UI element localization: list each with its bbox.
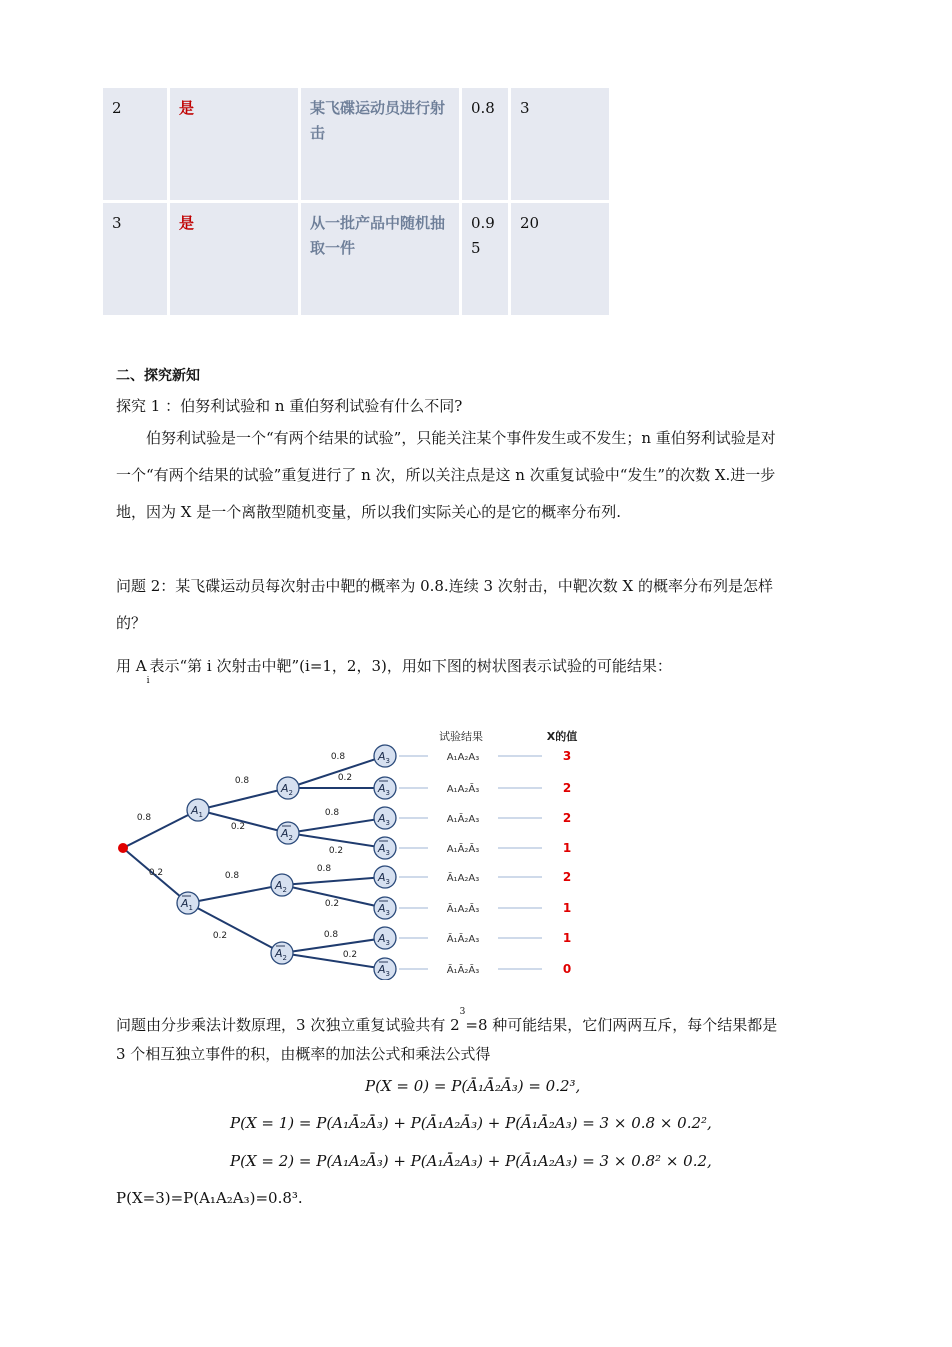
question2-text-a: 用 A	[116, 657, 147, 675]
table-cell-prob: 0.8	[462, 88, 508, 200]
tree-x-value: 2	[562, 781, 572, 795]
tree-outcome: A₁A₂Ā₃	[446, 784, 480, 795]
conclusion-line: 3 个相互独立事件的积，由概率的加法公式和乘法公式得	[116, 1045, 491, 1063]
tree-node-label: $A_3$	[378, 902, 390, 917]
tree-edge-label: 0.2	[324, 899, 340, 909]
tree-x-value: 3	[562, 749, 572, 763]
tree-outcome: A₁Ā₂Ā₃	[446, 844, 480, 855]
tree-edge-label: 0.8	[136, 813, 152, 823]
tree-node-label: $A_3$	[378, 932, 390, 947]
tree-edge-label: 0.2	[328, 846, 344, 856]
tree-edge-label: 0.2	[230, 822, 246, 832]
question2-line: 问题 2：某飞碟运动员每次射击中靶的概率为 0.8.连续 3 次射击，中靶次数 X 的概率分布列是怎样	[116, 577, 774, 595]
tree-edge-label: 0.8	[316, 864, 332, 874]
tree-edge	[282, 953, 385, 969]
tree-x-value: 0	[562, 962, 572, 976]
tree-outcome: Ā₁Ā₂A₃	[446, 934, 480, 945]
tree-x-value: 1	[562, 931, 572, 945]
question2-line	[116, 656, 672, 686]
tree-edge	[282, 877, 385, 885]
tree-edge-label: 0.2	[212, 931, 228, 941]
tree-edge	[288, 818, 385, 833]
tree-edge-label: 0.8	[323, 930, 339, 940]
tree-edge	[198, 788, 288, 810]
tree-node-label: $A_3$	[378, 842, 390, 857]
explore1-paragraph-line: 一个“有两个结果的试验”重复进行了 n 次，所以关注点是这 n 次重复试验中“发生”的次数 X.进一步	[116, 466, 776, 484]
tree-node-label: $A_2$	[275, 947, 287, 962]
tree-node-label: $A_1$	[191, 804, 203, 819]
table-cell-count: 3	[511, 88, 609, 200]
tree-node-label: $A_3$	[378, 812, 390, 827]
tree-header-x: X的值	[546, 730, 578, 743]
conclusion-line	[116, 1007, 778, 1035]
table-cell-prob: 0.95	[462, 203, 508, 315]
tree-x-value: 2	[562, 811, 572, 825]
tree-edge-label: 0.8	[224, 871, 240, 881]
formula-x0: P(X = 0) = P(Ā₁Ā₂Ā₃) = 0.2³,	[365, 1077, 581, 1095]
tree-edge	[188, 885, 282, 903]
table-cell-no: 2	[103, 88, 167, 200]
tree-edge-label: 0.2	[342, 950, 358, 960]
tree-edge-label: 0.2	[148, 868, 164, 878]
tree-diagram	[110, 725, 610, 980]
question2-line: 的？	[116, 614, 147, 632]
section-title: 二、探究新知	[116, 368, 200, 384]
tree-node-label: $A_3$	[378, 750, 390, 765]
tree-x-value: 1	[562, 901, 572, 915]
table-cell-no: 3	[103, 203, 167, 315]
tree-outcome: Ā₁Ā₂Ā₃	[446, 965, 480, 976]
tree-outcome: Ā₁A₂Ā₃	[446, 904, 480, 915]
tree-node-label: $A_2$	[281, 782, 293, 797]
tree-node-label: $A_1$	[181, 897, 193, 912]
formula-x1: P(X = 1) = P(A₁Ā₂Ā₃) + P(Ā₁A₂Ā₃) + P(Ā₁Ā₂A₃) = 3 × 0.8 × 0.2²,	[230, 1114, 712, 1132]
tree-x-value: 1	[562, 841, 572, 855]
tree-edge-label: 0.2	[337, 773, 353, 783]
explore1-question: 探究 1 ：伯努利试验和 n 重伯努利试验有什么不同?	[116, 397, 463, 415]
tree-edge	[188, 903, 282, 953]
tree-node-label: $A_3$	[378, 963, 390, 978]
question2-subscript: i	[146, 676, 150, 686]
tree-x-value: 2	[562, 870, 572, 884]
tree-root-dot	[118, 843, 128, 853]
tree-node-label: $A_2$	[275, 879, 287, 894]
tree-edge	[282, 938, 385, 953]
table-cell-yes: 是	[170, 88, 298, 200]
tree-node-label: $A_2$	[281, 827, 293, 842]
explore1-paragraph-line: 地，因为 X 是一个离散型随机变量，所以我们实际关心的是它的概率分布列.	[116, 503, 621, 521]
conclusion-text-b: =8 种可能结果，它们两两互斥，每个结果都是	[465, 1016, 778, 1034]
tree-node-label: $A_3$	[378, 782, 390, 797]
tree-outcome: A₁Ā₂A₃	[446, 814, 480, 825]
tree-node-label: $A_3$	[378, 871, 390, 886]
table-cell-activity: 从一批产品中随机抽取一件	[301, 203, 459, 315]
tree-edge	[123, 810, 198, 848]
tree-edge-label: 0.8	[234, 776, 250, 786]
conclusion-text-a: 问题由分步乘法计数原理，3 次独立重复试验共有 2	[116, 1016, 460, 1034]
formula-x2: P(X = 2) = P(A₁A₂Ā₃) + P(A₁Ā₂A₃) + P(Ā₁A₂A₃) = 3 × 0.8² × 0.2,	[230, 1152, 712, 1170]
table-cell-count: 20	[511, 203, 609, 315]
table-cell-yes: 是	[170, 203, 298, 315]
formula-x3: P(X=3)=P(A₁A₂A₃)=0.8³.	[116, 1189, 303, 1207]
tree-outcome: Ā₁A₂A₃	[446, 873, 480, 884]
tree-edge-label: 0.8	[324, 808, 340, 818]
scenario-table	[103, 88, 609, 315]
tree-outcome: A₁A₂A₃	[446, 752, 480, 763]
conclusion-superscript: 3	[459, 1007, 466, 1017]
question2-text-b: 表示“第 i 次射击中靶”(i=1，2，3)，用如下图的树状图表示试验的可能结果：	[149, 657, 672, 675]
explore1-paragraph-line: 伯努利试验是一个“有两个结果的试验”，只能关注某个事件发生或不发生；n 重伯努利试验是对	[146, 429, 776, 447]
table-cell-activity: 某飞碟运动员进行射击	[301, 88, 459, 200]
tree-header-result: 试验结果	[439, 730, 483, 743]
tree-edge-label: 0.8	[330, 752, 346, 762]
